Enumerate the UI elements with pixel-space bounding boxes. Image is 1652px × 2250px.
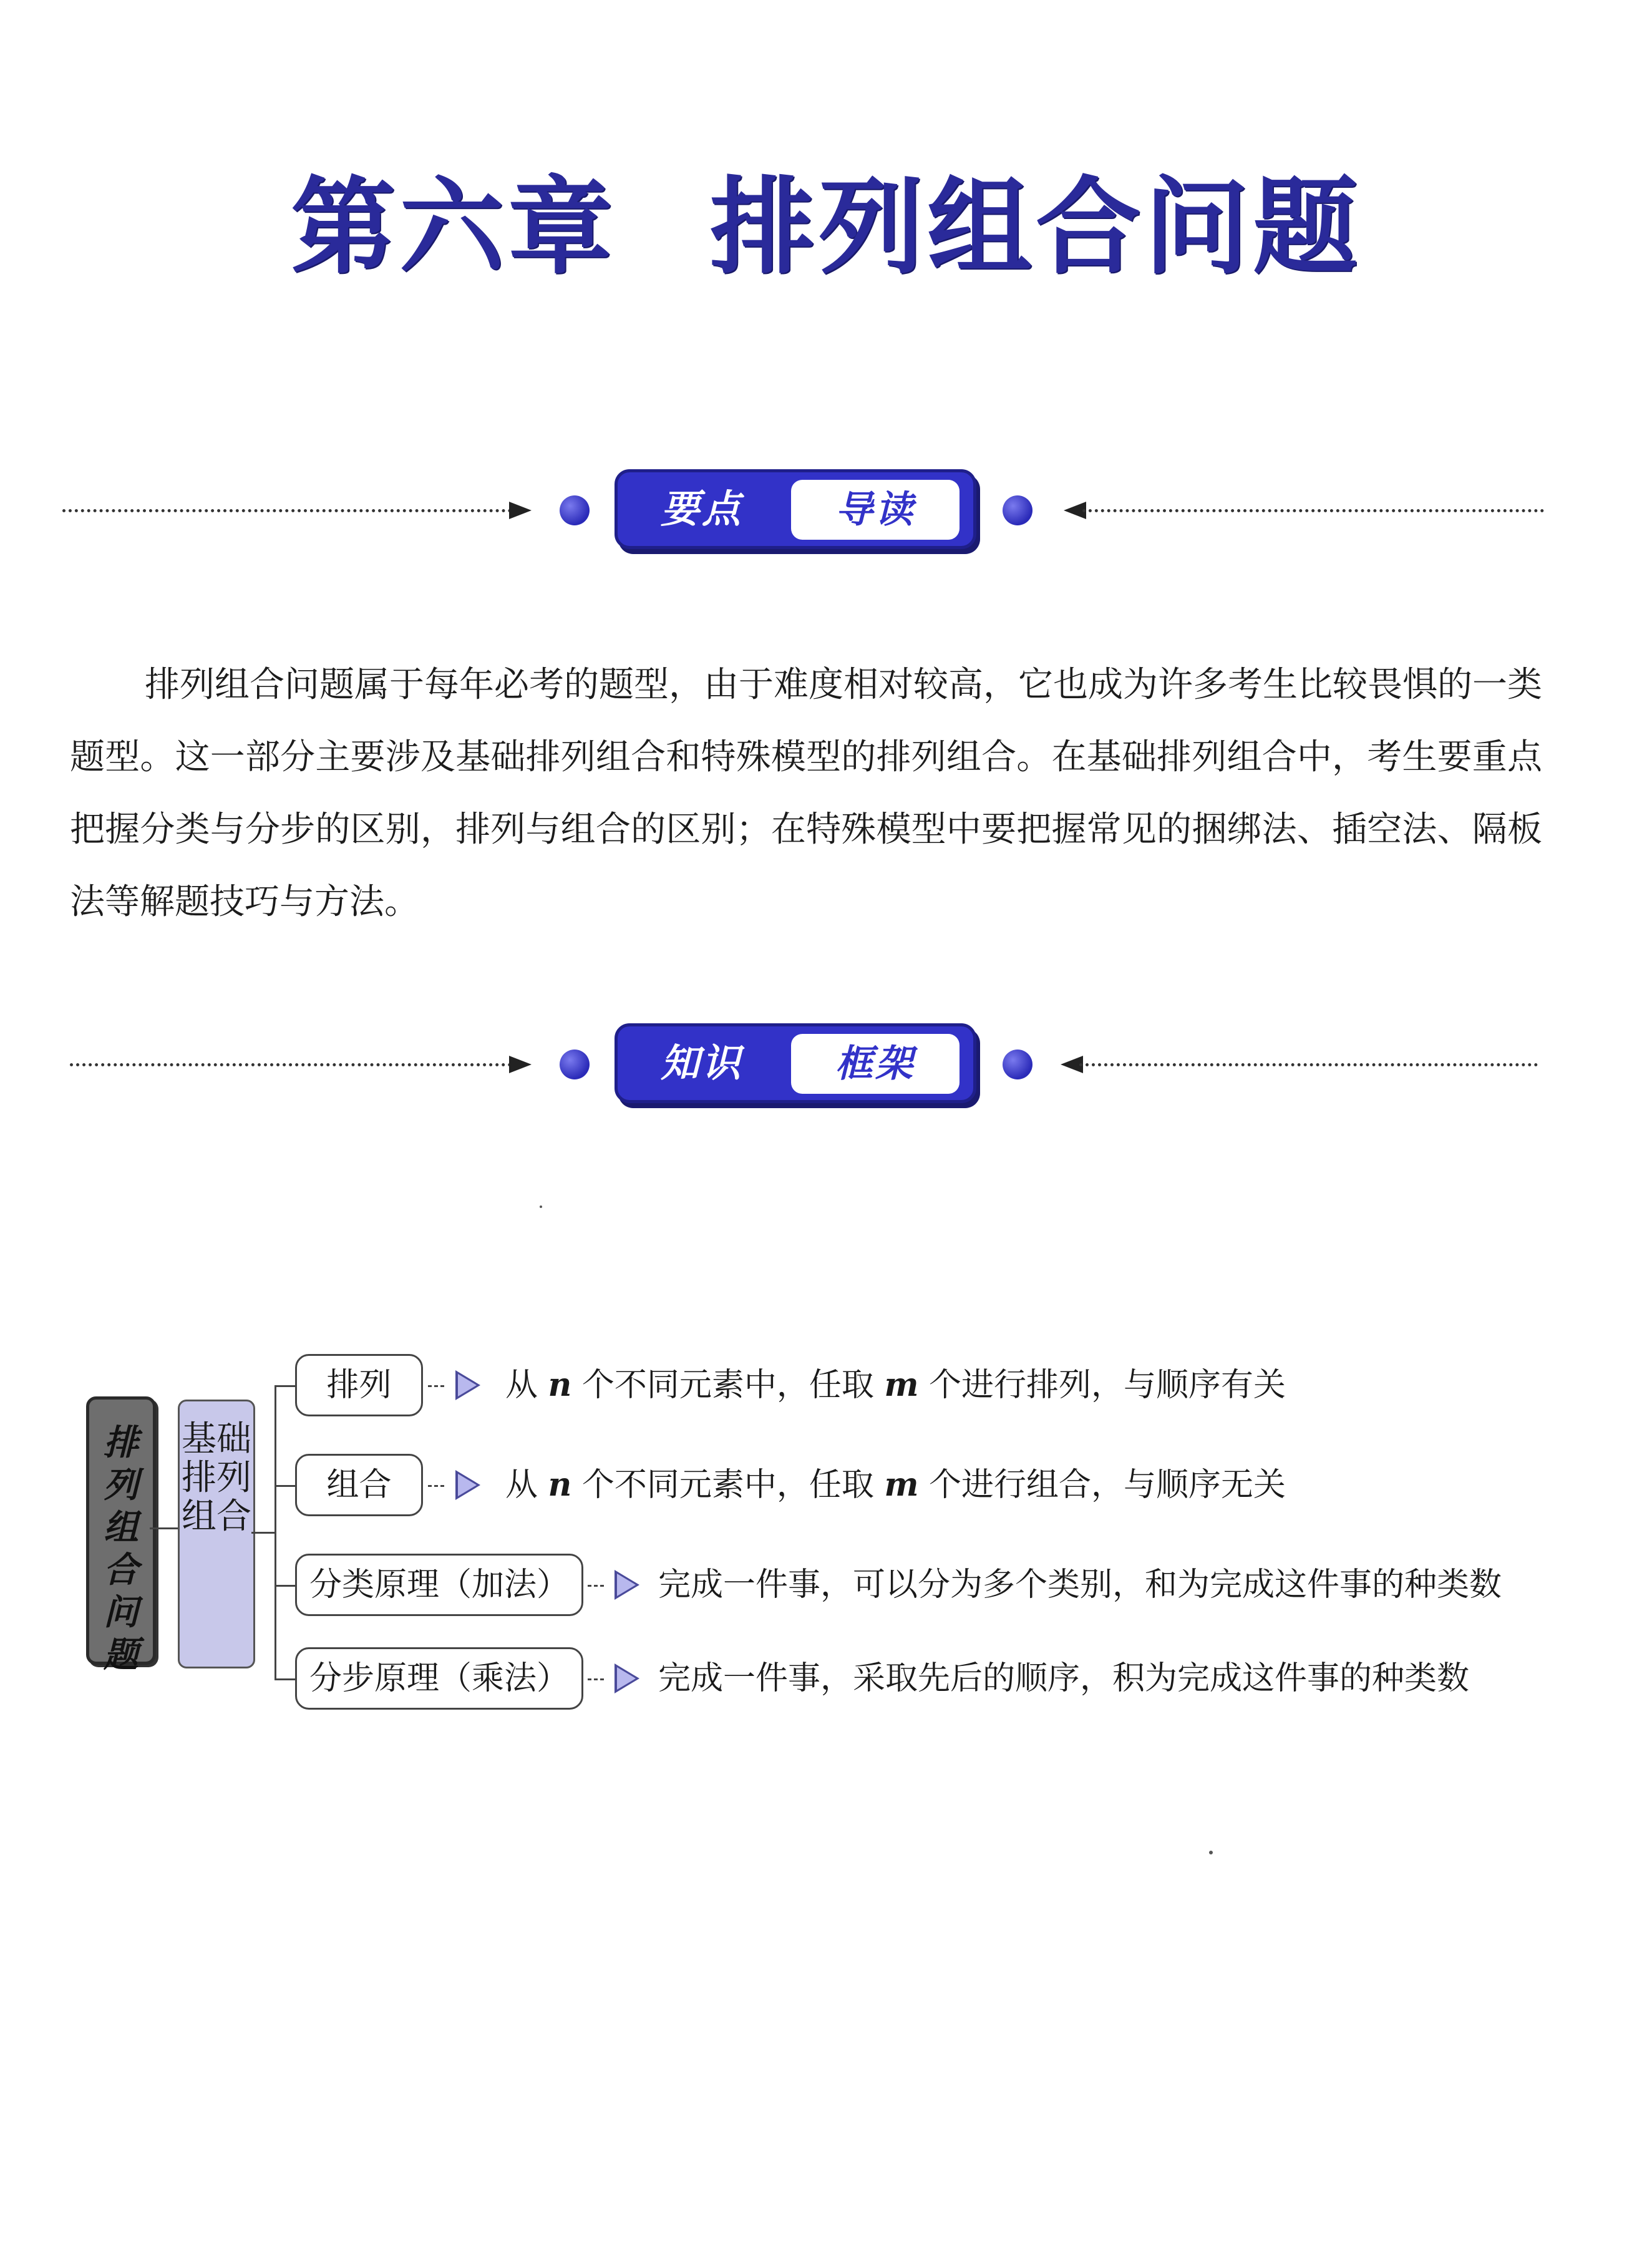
mindmap-root-label: 排列组合问题 bbox=[104, 1423, 138, 1675]
mindmap-node-description: 从 n 个不同元素中，任取 m 个进行组合，与顺序无关 bbox=[505, 1466, 1286, 1504]
section-badge bbox=[615, 1023, 976, 1103]
mindmap-node: 组合 bbox=[295, 1454, 423, 1516]
arrow-right-icon bbox=[509, 1056, 532, 1073]
connector-line bbox=[275, 1678, 295, 1680]
bullet-dot-right bbox=[1003, 495, 1032, 525]
badge-word-left: 要点 bbox=[660, 486, 743, 532]
mindmap-node: 分类原理（加法） bbox=[295, 1554, 583, 1616]
chapter-title bbox=[0, 144, 1652, 294]
mindmap-node: 排列 bbox=[295, 1354, 423, 1416]
print-speck bbox=[540, 1205, 542, 1208]
mindmap-node: 分步原理（乘法） bbox=[295, 1647, 583, 1710]
connector-line bbox=[275, 1585, 295, 1587]
mindmap-sub bbox=[178, 1400, 255, 1668]
badge-word-right: 导读 bbox=[791, 480, 960, 540]
dotted-line-left bbox=[70, 1063, 524, 1066]
print-speck bbox=[1209, 1851, 1213, 1854]
intro-paragraph: 排列组合问题属于每年必考的题型，由于难度相对较高，它也成为许多考生比较畏惧的一类题型。这一部分主要涉及基础排列组合和特殊模型的排列组合。在基础排列组合中，考生要重点把握分类与分步的区别，排列与组合的区别；在特殊模型中要把握常见的捆绑法、插空法、隔板法等解题技巧与方法。 bbox=[70, 665, 1542, 922]
connector-line bbox=[275, 1385, 295, 1387]
connector-line bbox=[275, 1485, 295, 1487]
dashed-connector bbox=[428, 1385, 444, 1387]
section-banner-framework bbox=[0, 1021, 1652, 1108]
dotted-line-right bbox=[1082, 509, 1544, 512]
dashed-connector bbox=[588, 1585, 604, 1587]
triangle-arrow-icon bbox=[455, 1370, 480, 1400]
dashed-connector bbox=[588, 1678, 604, 1680]
bracket-line bbox=[275, 1385, 276, 1678]
triangle-arrow-icon bbox=[455, 1470, 480, 1500]
triangle-arrow-icon bbox=[615, 1570, 639, 1600]
bullet-dot-right bbox=[1003, 1050, 1032, 1079]
mindmap-sub-label: 基础排列组合 bbox=[182, 1419, 251, 1537]
section-banner-guide bbox=[0, 467, 1652, 554]
mindmap-node-description: 完成一件事，可以分为多个类别，和为完成这件事的种类数 bbox=[658, 1566, 1502, 1604]
mindmap-node-description: 从 n 个不同元素中，任取 m 个进行排列，与顺序有关 bbox=[505, 1366, 1286, 1404]
chapter-name: 排列组合问题 bbox=[710, 165, 1361, 288]
arrow-right-icon bbox=[509, 502, 532, 519]
dotted-line-right bbox=[1079, 1063, 1538, 1066]
dotted-line-left bbox=[62, 509, 524, 512]
badge-word-left: 知识 bbox=[660, 1040, 743, 1086]
dashed-connector bbox=[428, 1485, 444, 1487]
bullet-dot-left bbox=[560, 495, 590, 525]
mindmap-node-description: 完成一件事，采取先后的顺序，积为完成这件事的种类数 bbox=[658, 1660, 1470, 1697]
badge-word-right: 框架 bbox=[791, 1034, 960, 1094]
section-badge bbox=[615, 469, 976, 549]
connector-line bbox=[150, 1527, 178, 1529]
chapter-number: 第六章 bbox=[291, 165, 616, 288]
triangle-arrow-icon bbox=[615, 1663, 639, 1693]
connector-line bbox=[251, 1532, 275, 1534]
mindmap-root bbox=[86, 1396, 156, 1675]
bullet-dot-left bbox=[560, 1050, 590, 1079]
